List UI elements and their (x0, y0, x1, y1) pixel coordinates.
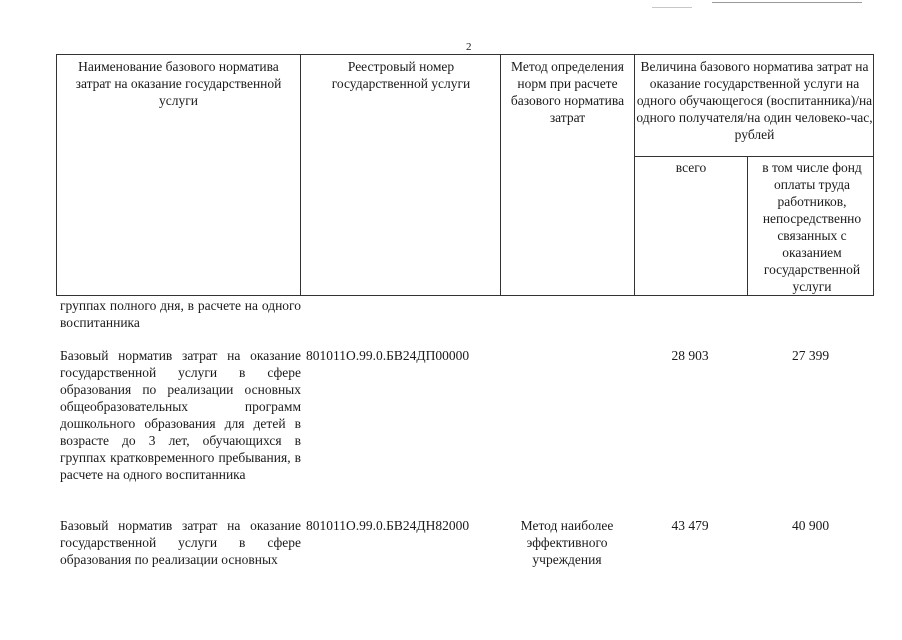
table-header (56, 54, 874, 296)
row-wages: 40 900 (791, 518, 830, 533)
row-method: Метод наиболее эффективного учреждения (520, 518, 614, 567)
scan-artifact-line (712, 2, 862, 3)
row-name: группах полного дня, в расчете на одного воспитанника (60, 298, 301, 330)
header-total: всего (675, 160, 707, 175)
row-name: Базовый норматив затрат на оказание государственной услуги в сфере образования по реализации основных общеобразовательных программ дошкольного образования для детей в возрасте до 3 лет, обучающихся в группах кратковременного пребывания, в расчете на одного воспитанника (60, 348, 301, 482)
header-wages: в том числе фонд оплаты труда работников, непосредственно связанных с оказанием государственной услуги (762, 160, 862, 294)
row-total: 43 479 (671, 518, 709, 533)
header-registry-number: Реестровый номер государственной услуги (331, 59, 471, 91)
column-divider (300, 55, 301, 295)
column-divider (500, 55, 501, 295)
row-registry-number: 801011О.99.0.БВ24ДН82000 (306, 518, 470, 533)
subheader-divider (634, 156, 873, 157)
page-number: 2 (466, 41, 472, 53)
column-divider (747, 156, 748, 295)
header-name: Наименование базового норматива затрат на оказание государственной услуги (75, 59, 282, 108)
row-registry-number: 801011О.99.0.БВ24ДП00000 (306, 348, 470, 363)
row-wages: 27 399 (791, 348, 830, 363)
column-divider (634, 55, 635, 295)
row-name: Базовый норматив затрат на оказание государственной услуги в сфере образования по реализации основных (60, 518, 301, 567)
row-total: 28 903 (671, 348, 709, 363)
scan-artifact-line (652, 7, 692, 8)
header-method: Метод определения норм при расчете базового норматива затрат (510, 59, 625, 125)
header-value-group: Величина базового норматива затрат на оказание государственной услуги на одного обучающегося (воспитанника)/на одного получателя/на один человеко-час, рублей (636, 59, 873, 142)
